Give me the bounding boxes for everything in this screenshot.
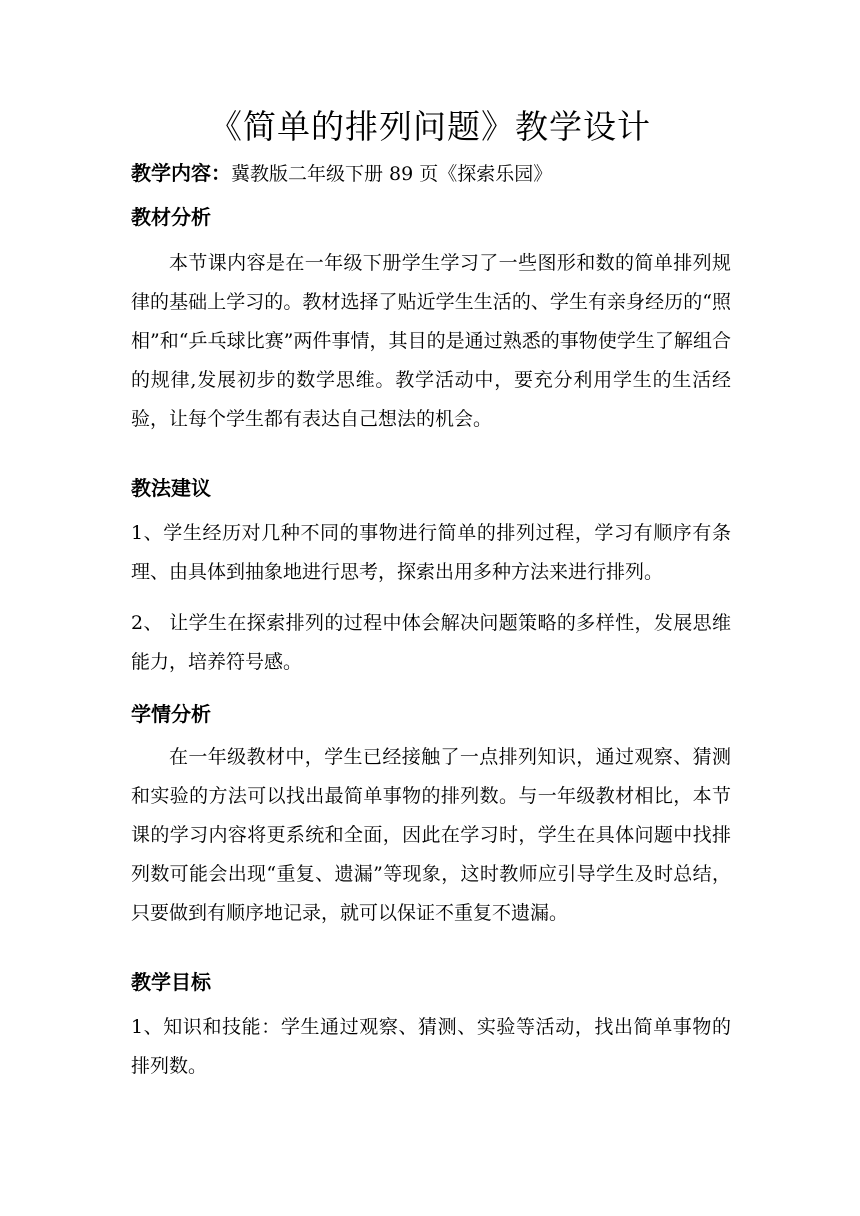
teaching-content-line xyxy=(131,158,751,189)
section-paragraph-learner-analysis: 在一年级教材中，学生已经接触了一点排列知识，通过观察、猜测和实验的方法可以找出最简单事物的排列数。与一年级教材相比，本节课的学习内容将更系统和全面，因此在学习时，学生在具体问题中找排列数可能会出现“重复、遗漏”等现象，这时教师应引导学生及时总结，只要做到有顺序地记录，就可以保证不重复不遗漏。 xyxy=(131,746,731,924)
teaching-content-label: 教学内容： xyxy=(131,161,231,185)
section-heading-teaching-goals: 教学目标 xyxy=(131,970,211,994)
section-paragraph-suggestion-1: 1、学生经历对几种不同的事物进行简单的排列过程，学习有顺序有条理、由具体到抽象地进行思考，探索出用多种方法来进行排列。 xyxy=(131,522,731,583)
section-paragraph-textbook-analysis: 本节课内容是在一年级下册学生学习了一些图形和数的简单排列规律的基础上学习的。教材选择了贴近学生生活的、学生有亲身经历的“照相”和“乒乓球比赛”两件事情，其目的是通过熟悉的事物使学生了解组合的规律,发展初步的数学思维。教学活动中，要充分利用学生的生活经验，让每个学生都有表达自己想法的机会。 xyxy=(131,252,731,430)
section-heading-teaching-suggestions: 教法建议 xyxy=(131,476,211,500)
section-heading-textbook-analysis: 教材分析 xyxy=(131,205,211,229)
section-heading-learner-analysis: 学情分析 xyxy=(131,702,211,726)
section-paragraph-suggestion-2: 2、 让学生在探索排列的过程中体会解决问题策略的多样性，发展思维能力，培养符号感。 xyxy=(131,612,731,673)
section-paragraph-goal-1: 1、知识和技能：学生通过观察、猜测、实验等活动，找出简单事物的排列数。 xyxy=(131,1016,731,1077)
document-title: 《简单的排列问题》教学设计 xyxy=(209,107,651,146)
teaching-content-value: 冀教版二年级下册 89 页《探索乐园》 xyxy=(231,163,553,185)
